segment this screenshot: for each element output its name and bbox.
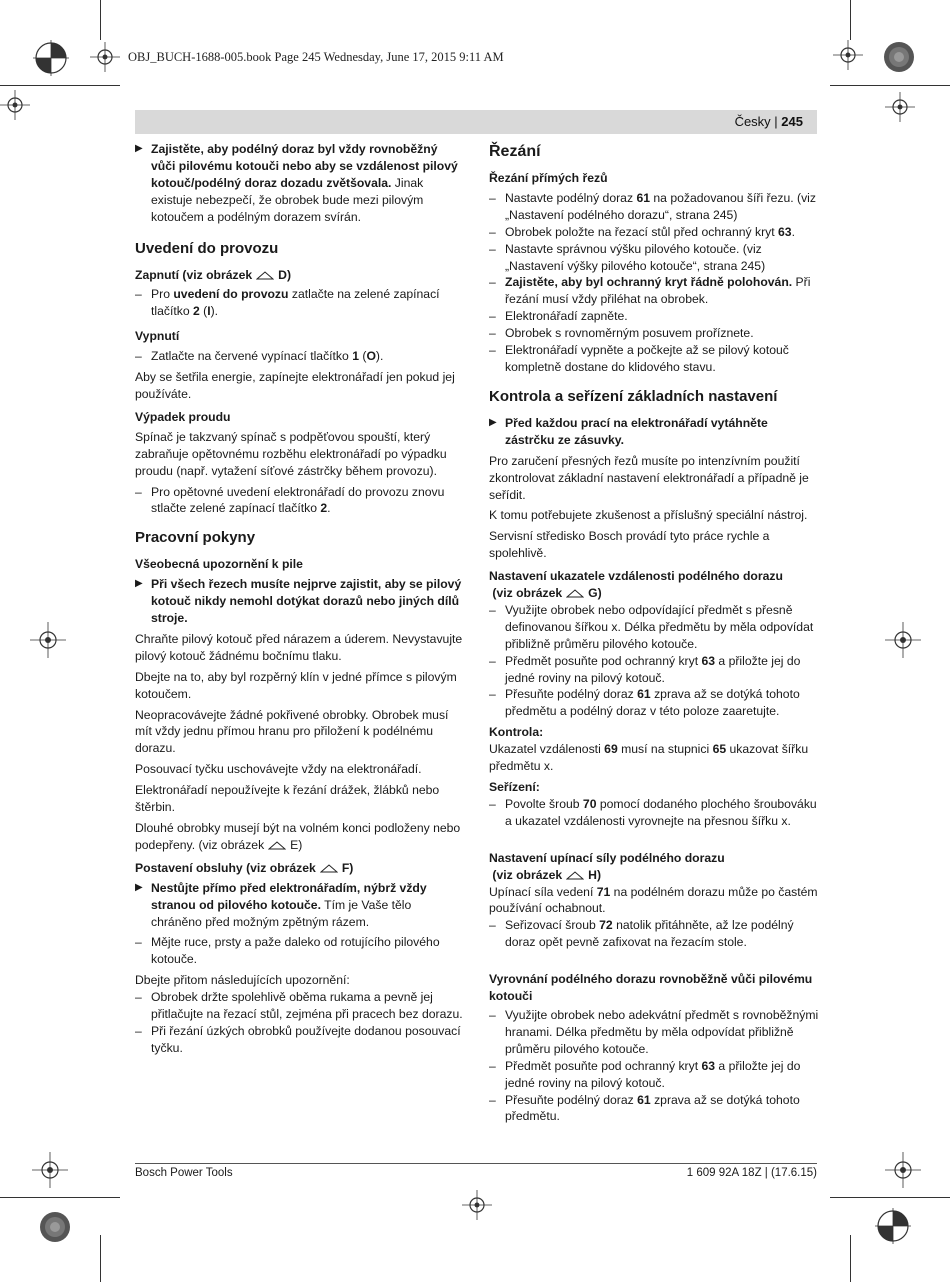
dash-bullet: – (489, 275, 496, 290)
text-bold: 69 (604, 742, 618, 757)
text: zprava až se dotýká tohoto předmětu. (505, 1092, 800, 1124)
text-bold: 71 (596, 884, 611, 899)
text-bold: 61 (637, 687, 651, 702)
list-item (135, 484, 465, 518)
subheading: Výpadek proudu (135, 409, 231, 424)
warning-item (489, 415, 819, 449)
text: Povolte šroub (505, 796, 583, 811)
text: . (327, 501, 331, 516)
header-page: 245 (781, 114, 803, 129)
dash-bullet: – (489, 918, 496, 933)
dash-bullet: – (135, 287, 142, 302)
registration-mark-icon (33, 40, 69, 76)
text: Elektronářadí zapněte. (505, 309, 628, 324)
text: Zatlačte na červené vypínací tlačítko (151, 349, 353, 364)
subheading: Řezání přímých řezů (489, 171, 608, 185)
subheading (135, 860, 465, 877)
text: . (791, 224, 795, 239)
text: Využijte obrobek nebo adekvátní předmět s rovnoběžnými hranami. Délka předmětu by měla odpovídat přibližně průměru pilového kotouče. (505, 1007, 819, 1056)
subheading-text: (viz obrázek (492, 586, 563, 601)
text: Seřizovací šroub (505, 918, 600, 933)
text: Při řezání úzkých obrobků používejte dodanou posouvací tyčku. (151, 1023, 461, 1055)
text-bold: 65 (712, 742, 727, 757)
paragraph: K tomu potřebujete zkušenost a příslušný speciální nástroj. (489, 508, 808, 523)
figure-reference-icon (268, 840, 286, 850)
text-bold: O (366, 349, 376, 364)
registration-mark-icon (32, 1152, 68, 1188)
list-item (135, 989, 465, 1023)
footer-docnumber: 1 609 92A 18Z | (17.6.15) (686, 1167, 817, 1179)
text-bold: I (207, 304, 211, 319)
text-bold: 61 (636, 190, 650, 205)
list-item (489, 274, 819, 308)
paragraph (135, 820, 465, 854)
list-item (489, 1007, 819, 1058)
text-bold: 2 (320, 501, 328, 516)
subheading-text: H) (588, 867, 602, 882)
text: Elektronářadí vypněte a počkejte až se pilový kotouč kompletně dostane do klidového stavu. (505, 343, 789, 374)
section-heading: Uvedení do provozu (135, 239, 279, 257)
dash-bullet: – (489, 687, 496, 702)
page-number (735, 114, 803, 129)
header-separator: | (770, 114, 782, 129)
registration-mark-icon (0, 90, 30, 120)
text: Pro opětovné uvedení elektronářadí do provozu znovu stlačte zelené zapínací tlačítko (151, 484, 445, 516)
section-heading: Řezání (489, 143, 541, 160)
triangle-bullet-icon: ▶ (489, 416, 497, 428)
registration-mark-icon (885, 92, 915, 122)
text: Přesuňte podélný doraz (505, 1092, 638, 1107)
paragraph: Dbejte na to, aby byl rozpěrný klín v jedné přímce s pilovým kotoučem. (135, 669, 457, 701)
spacer (489, 830, 819, 844)
triangle-bullet-icon: ▶ (135, 881, 143, 893)
registration-mark-icon (90, 42, 120, 72)
dash-bullet: – (489, 224, 496, 239)
text: Předmět posuňte pod ochranný kryt (505, 1058, 702, 1073)
text: ( (358, 349, 367, 364)
warning-bold: Nestůjte přímo před elektronářadím, nýbrž vždy stranou od pilového kotouče. (151, 880, 427, 912)
text: Ukazatel vzdálenosti (489, 742, 605, 757)
text: ( (199, 304, 208, 319)
text: ). (210, 304, 219, 319)
subheading-text: Nastavení ukazatele vzdálenosti podélného dorazu (489, 569, 783, 584)
spacer (489, 951, 819, 965)
page-header-bar (135, 110, 817, 134)
text-bold: 61 (637, 1092, 651, 1107)
crop-mark (830, 85, 950, 86)
subheading-text: Zapnutí (viz obrázek (135, 267, 253, 282)
paragraph: Posouvací tyčku uschovávejte vždy na elektronářadí. (135, 762, 422, 777)
paragraph: Aby se šetřila energie, zapínejte elektronářadí jen pokud jej používáte. (135, 370, 455, 401)
crop-mark (0, 1197, 120, 1198)
subheading-text: (viz obrázek (492, 867, 563, 882)
list-item (489, 308, 819, 325)
list-item (489, 190, 819, 224)
dash-bullet: – (489, 796, 496, 811)
text-bold: 63 (701, 653, 716, 668)
paragraph (489, 741, 819, 775)
list-item (135, 1023, 465, 1057)
print-slug: OBJ_BUCH-1688-005.book Page 245 Wednesday, June 17, 2015 9:11 AM (128, 50, 504, 64)
text: Nastavte podélný doraz (505, 190, 637, 205)
list-item (489, 342, 819, 376)
paragraph: Neopracovávejte žádné pokřivené obrobky. Obrobek musí mít vždy jednu přímou hranu pro přiložení k podélnému dorazu. (135, 707, 449, 756)
text: natolik přitáhněte, až lze podélný doraz opět pevně zafixovat na řezacím stole. (505, 918, 794, 950)
paragraph: Chraňte pilový kotouč před nárazem a úderem. Nevystavujte pilový kotouč žádnému bočnímu tlaku. (135, 631, 463, 663)
crop-mark (850, 0, 851, 40)
figure-reference-icon (566, 588, 584, 598)
color-target-icon (38, 1210, 72, 1244)
list-item (489, 325, 819, 342)
section-heading: Pracovní pokyny (135, 529, 256, 547)
subheading: Seřízení: (489, 780, 540, 794)
text: Využijte obrobek nebo odpovídající předmět s přesně definovanou šířkou x. Délka předmětu by měla odpovídat přibližně průměru pilového kotouče. (505, 602, 814, 651)
warning-bold: Při všech řezech musíte nejprve zajistit, aby se pilový kotouč nikdy nemohl dotýkat dorazů nebo jiných dílů stroje. (151, 577, 462, 626)
text: Pro (151, 287, 174, 302)
dash-bullet: – (135, 990, 142, 1005)
list-item (489, 224, 819, 241)
left-column (135, 141, 465, 1057)
warning-bold: Zajistěte, aby podélný doraz byl vždy rovnoběžný vůči pilovému kotouči nebo aby se vzdálenost pilový kotouč/podélný doraz dozadu zvětšovala. (151, 142, 458, 190)
text: zatlačte na zelené zapínací tlačítko (151, 287, 440, 319)
dash-bullet: – (489, 241, 496, 256)
subheading-text: D) (278, 267, 292, 282)
section-heading: Kontrola a seřízení základních nastavení (489, 387, 778, 405)
text-bold: 1 (352, 349, 359, 364)
text: ukazovat šířku předmětu x. (489, 742, 809, 774)
text-bold: 72 (599, 918, 613, 933)
text-bold: 63 (778, 224, 792, 239)
subheading-text: G) (588, 586, 602, 601)
registration-mark-icon (30, 622, 66, 658)
text: Při řezání musí vždy přiléhat na obrobek. (505, 275, 811, 307)
list-item (135, 348, 465, 365)
dash-bullet: – (489, 309, 496, 324)
subheading-text: Nastavení upínací síly podélného dorazu (489, 850, 725, 865)
text: Dlouhé obrobky musejí být na volném konci podloženy nebo podepřeny. (viz obrázek (135, 821, 461, 852)
dash-bullet: – (489, 1007, 496, 1022)
subheading (135, 267, 465, 284)
right-column (489, 141, 819, 1125)
warning-bold: Před každou prací na elektronářadí vytáhněte zástrčku ze zásuvky. (505, 415, 768, 447)
dash-bullet: – (489, 1058, 496, 1073)
color-target-icon (882, 40, 916, 74)
dash-bullet: – (489, 326, 496, 341)
dash-bullet: – (489, 602, 496, 617)
text: na požadovanou šíři řezu. (viz „Nastavení podélného dorazu“, strana 245) (505, 190, 816, 222)
text-bold: uvedení do provozu (173, 287, 289, 302)
footer-rule (135, 1163, 817, 1164)
text: E) (290, 837, 303, 852)
figure-reference-icon (566, 870, 584, 880)
subheading: Kontrola: (489, 725, 544, 740)
text-bold: Zajistěte, aby byl ochranný kryt řádně polohován. (505, 275, 793, 290)
text: na podélném dorazu může po častém používání ochabnout. (489, 884, 818, 916)
text: a přiložte jej do jedné roviny na pilový kotouč. (505, 1058, 801, 1090)
list-item (489, 653, 819, 687)
paragraph: Servisní středisko Bosch provádí tyto práce rychle a spolehlivě. (489, 529, 770, 561)
paragraph: Spínač je takzvaný spínač s podpěťovou spouští, který zabraňuje opětovnému rozběhu elektronářadí po výpadku proudu (např. vytažení síťové zástrčky během provozu). (135, 429, 447, 478)
crop-mark (830, 1197, 950, 1198)
list-item (489, 602, 819, 653)
subheading-text: F) (341, 860, 354, 875)
text: Obrobek s rovnoměrným posuvem proříznete. (505, 326, 754, 341)
header-language: Česky (734, 114, 771, 129)
list-item (489, 1092, 819, 1126)
list-item (489, 917, 819, 951)
paragraph (489, 884, 819, 918)
registration-mark-icon (833, 40, 863, 70)
text: a přiložte jej do jedné roviny na pilový kotouč. (505, 653, 801, 685)
warning-text: Jinak existuje nebezpečí, že obrobek bude mezi pilovým kotoučem a podélným dorazem svírán. (151, 175, 424, 224)
figure-reference-icon (256, 270, 274, 280)
triangle-bullet-icon: ▶ (135, 143, 143, 154)
text: zprava až se dotýká tohoto předmětu a podélný doraz v této poloze zaaretujte. (505, 687, 800, 719)
paragraph: Pro zaručení přesných řezů musíte po intenzívním použití zkontrolovat základní nastavení elektronářadí a případně je seřídit. (489, 453, 809, 502)
crop-mark (0, 85, 120, 86)
list-item (489, 1058, 819, 1092)
text-bold: 63 (701, 1058, 716, 1073)
dash-bullet: – (135, 1023, 142, 1038)
text: Předmět posuňte pod ochranný kryt (505, 653, 702, 668)
text-bold: 2 (193, 304, 200, 319)
registration-mark-icon (885, 622, 921, 658)
text-bold: 70 (582, 796, 597, 811)
dash-bullet: – (135, 484, 142, 499)
text: Přesuňte podélný doraz (505, 687, 638, 702)
registration-mark-icon (875, 1208, 911, 1244)
dash-bullet: – (489, 1092, 496, 1107)
dash-bullet: – (135, 349, 142, 364)
text: Upínací síla vedení (489, 884, 597, 899)
warning-item (135, 880, 465, 931)
paragraph: Elektronářadí nepoužívejte k řezání drážek, žlábků nebo štěrbin. (135, 783, 440, 815)
warning-text: Tím je Vaše tělo chráněno před možným zpětným rázem. (151, 897, 412, 929)
registration-mark-icon (462, 1190, 492, 1220)
text: Obrobek držte spolehlivě oběma rukama a pevně jej přitlačujte na řezací stůl, zejména při pracech bez dorazu. (151, 990, 463, 1022)
figure-reference-icon (320, 863, 338, 873)
list-item (489, 686, 819, 720)
subheading: Vypnutí (135, 329, 180, 344)
text: musí na stupnici (617, 742, 713, 757)
list-item (135, 286, 465, 320)
crop-mark (100, 0, 101, 40)
dash-bullet: – (135, 935, 142, 950)
warning-item (135, 141, 465, 226)
dash-bullet: – (489, 343, 496, 358)
text: ). (375, 349, 384, 364)
text: pomocí dodaného plochého šroubováku a ukazatel vzdálenosti vyrovnejte na přesnou šířku x. (505, 796, 817, 828)
dash-bullet: – (489, 190, 496, 205)
subheading-text: Postavení obsluhy (viz obrázek (135, 860, 316, 875)
subheading: Vyrovnání podélného dorazu rovnoběžně vůči pilovému kotouči (489, 972, 813, 1004)
dash-bullet: – (489, 653, 496, 668)
crop-mark (100, 1235, 101, 1282)
footer-brand: Bosch Power Tools (135, 1167, 233, 1179)
text: Mějte ruce, prsty a paže daleko od rotujícího pilového kotouče. (151, 935, 440, 967)
subheading: Všeobecná upozornění k pile (135, 557, 303, 572)
triangle-bullet-icon: ▶ (135, 578, 143, 590)
list-item (489, 796, 819, 830)
list-item (135, 934, 465, 968)
list-item (489, 241, 819, 275)
text: Obrobek položte na řezací stůl před ochranný kryt (505, 224, 779, 239)
warning-item (135, 576, 465, 627)
subheading (489, 568, 819, 602)
text: Nastavte správnou výšku pilového kotouče. (viz „Nastavení výšky pilového kotouče“, strana 245) (505, 241, 766, 273)
crop-mark (850, 1235, 851, 1282)
registration-mark-icon (885, 1152, 921, 1188)
paragraph: Dbejte přitom následujících upozornění: (135, 973, 350, 988)
subheading (489, 850, 819, 884)
